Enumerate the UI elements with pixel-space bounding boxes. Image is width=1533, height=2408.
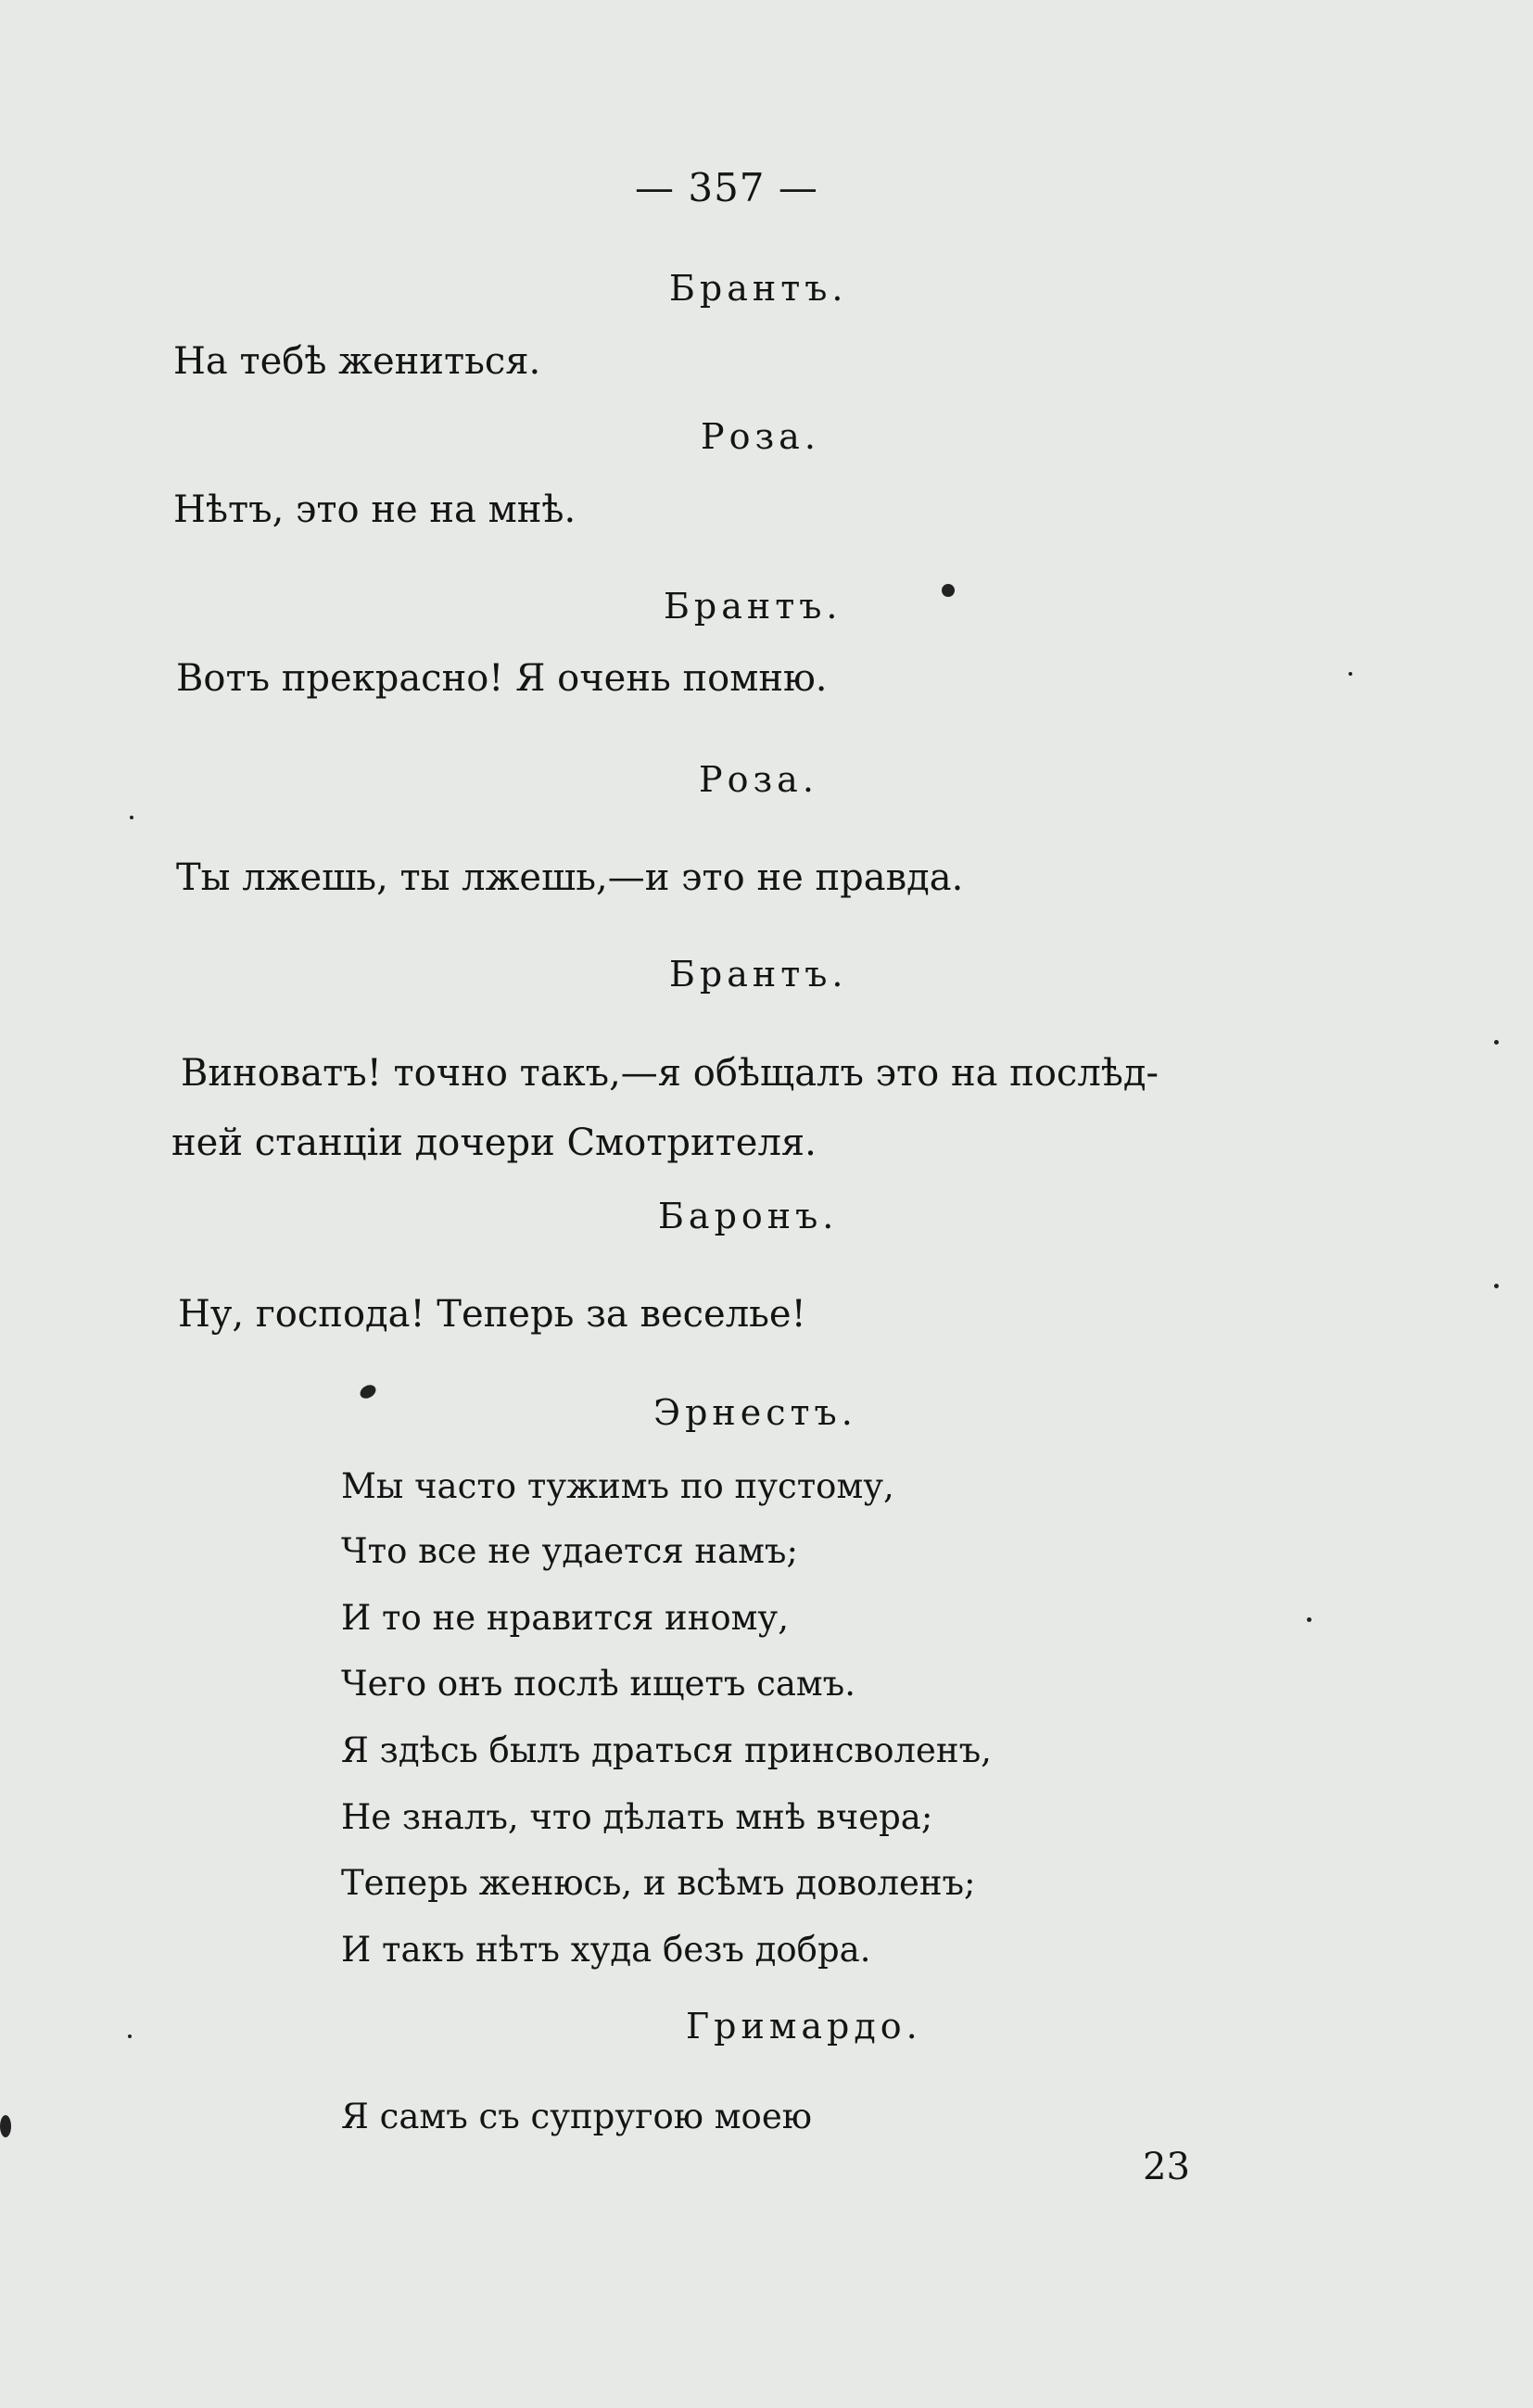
speaker-label: Брантъ.: [669, 268, 848, 309]
speech-line: На тебѣ жениться.: [173, 340, 541, 383]
speech-line: Вотъ прекрасно! Я очень помню.: [176, 657, 828, 700]
speech-line: Нѣтъ, это не на мнѣ.: [173, 488, 576, 531]
ink-speck: [0, 2115, 11, 2137]
verse-line: И такъ нѣтъ худа безъ добра.: [341, 1930, 871, 1970]
speaker-label: Эрнестъ.: [653, 1392, 857, 1433]
speaker-label: Баронъ.: [658, 1196, 839, 1236]
speaker-label: Роза.: [701, 416, 820, 457]
speech-line: Виноватъ! точно такъ,—я обѣщалъ это на послѣд-: [181, 1052, 1159, 1095]
ink-speck: [942, 584, 955, 597]
ink-speck: [128, 2034, 132, 2038]
verse-line: Теперь женюсь, и всѣмъ доволенъ;: [341, 1863, 976, 1903]
ink-speck: [1494, 1040, 1499, 1045]
verse-line: Мы часто тужимъ по пустому,: [341, 1466, 894, 1506]
verse-line: Я здѣсь былъ драться принсволенъ,: [341, 1730, 992, 1770]
verse-line: И то не нравится иному,: [341, 1598, 789, 1638]
signature-mark: 23: [1143, 2146, 1190, 2188]
speaker-label: Роза.: [699, 759, 818, 800]
speaker-label: Брантъ.: [664, 586, 843, 627]
verse-line: Что все не удается намъ;: [341, 1531, 798, 1571]
ink-speck: [130, 816, 133, 819]
verse-line: Чего онъ послѣ ищетъ самъ.: [341, 1664, 855, 1704]
ink-speck: [358, 1382, 378, 1400]
speech-line: Ну, господа! Теперь за веселье!: [178, 1293, 806, 1336]
speaker-label: Брантъ.: [669, 954, 848, 995]
speech-line: Ты лжешь, ты лжешь,—и это не правда.: [176, 856, 964, 899]
verse-line: Не зналъ, что дѣлать мнѣ вчера;: [341, 1797, 933, 1837]
speech-line: ней станціи дочери Смотрителя.: [171, 1122, 817, 1164]
speaker-label: Гримардо.: [686, 2006, 922, 2047]
verse-line: Я самъ съ супругою моею: [341, 2097, 812, 2136]
ink-speck: [1349, 672, 1352, 676]
page-number: — 357 —: [635, 165, 818, 210]
ink-speck: [1494, 1284, 1499, 1288]
ink-speck: [1307, 1617, 1311, 1622]
